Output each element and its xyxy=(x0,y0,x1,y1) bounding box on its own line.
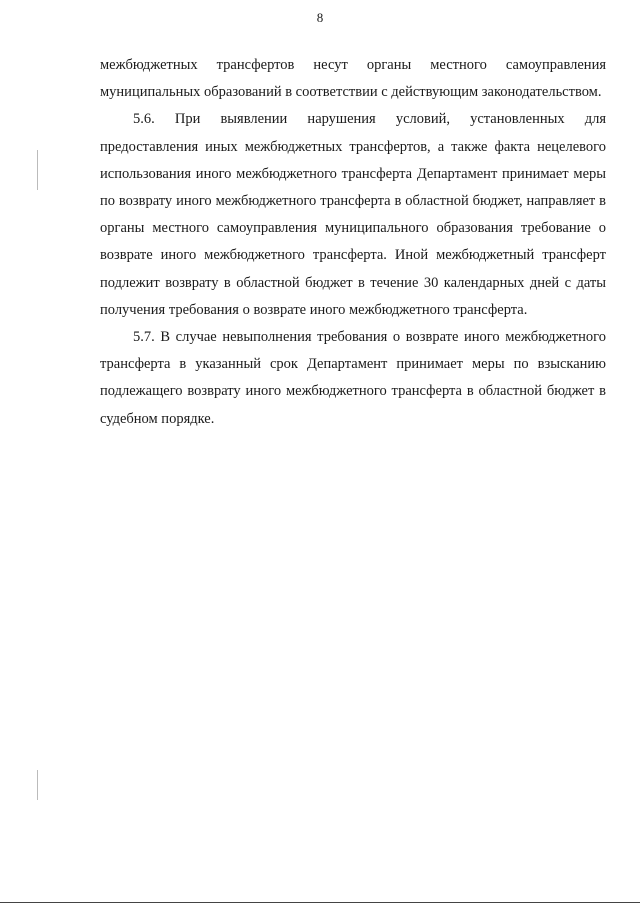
document-body xyxy=(100,52,606,433)
paragraph-5-7: 5.7. В случае невыполнения требования о возврате иного межбюджетного трансферта в указанный срок Департамент принимает меры по взысканию подлежащего возврату иного межбюджетного трансферта в областной бюджет в судебном порядке. xyxy=(100,329,606,427)
scan-artifact-left-top xyxy=(37,150,38,190)
page-number: 8 xyxy=(316,10,324,25)
paragraph-continuation: межбюджетных трансфертов несут органы местного самоуправления муниципальных образований в соответствии с действующим законодательством. xyxy=(100,57,606,101)
scan-bottom-edge xyxy=(0,902,640,903)
paragraph-5-6: 5.6. При выявлении нарушения условий, установленных для предоставления иных межбюджетных трансфертов, а также факта нецелевого использования иного межбюджетного трансферта Департамент принимает меры по возврату иного межбюджетного трансферта в областной бюджет, направляет в органы местного самоуправления муниципального образования требование о возврате иного межбюджетного трансферта. Иной межбюджетный трансферт подлежит возврату в областной бюджет в течение 30 календарных дней с даты получения требования о возврате иного межбюджетного трансферта. xyxy=(100,111,606,318)
scan-artifact-left-bottom xyxy=(37,770,38,800)
